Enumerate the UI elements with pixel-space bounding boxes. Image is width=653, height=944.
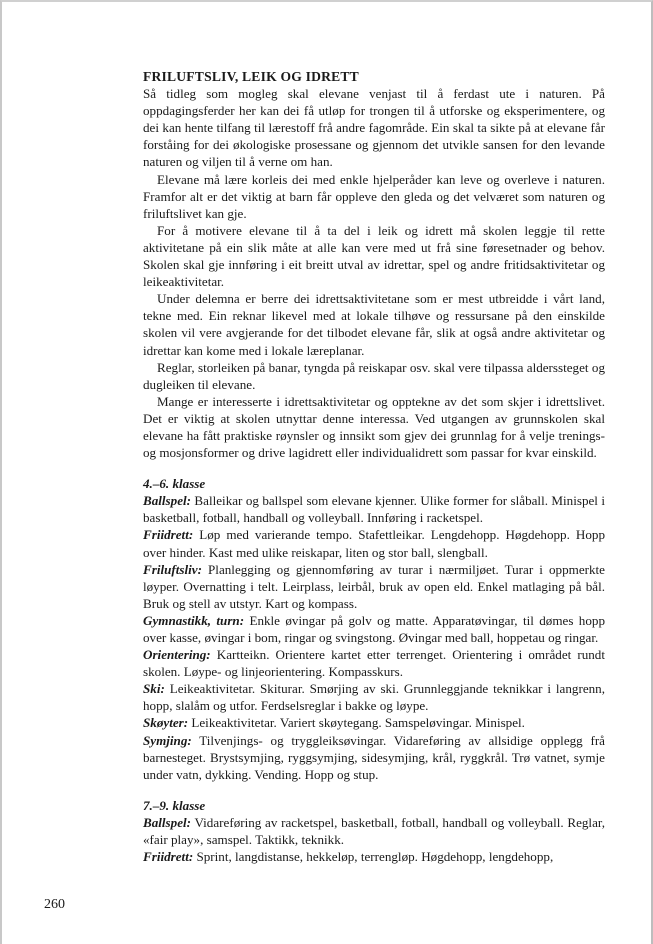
entry-ballspel	[143, 492, 605, 526]
entry-label: Skøyter:	[143, 715, 189, 731]
entry-orientering	[143, 646, 605, 680]
entry-text: Balleikar og ballspel som elevane kjenner. Ulike former for slåball. Minispel i basketball, fotball, handball og volleyball. Innføring i racketspel.	[143, 493, 605, 526]
section-heading-main: FRILUFTSLIV, LEIK OG IDRETT	[143, 69, 359, 84]
entry-ballspel-7-9	[143, 814, 605, 848]
intro-paragraph-4: Under delemna er berre dei idrettsaktivitetane som er mest utbreidde i vårt land, tekne med. Ein reknar likevel med at lokale tilhøve og ressursane på den einskilde skolen vil vere avgjerande for det tilbodet elevane får, slik at også andre aktivitetar og idrettar kan kome med i lokale læreplanar.	[143, 291, 605, 358]
intro-paragraph-3: For å motivere elevane til å ta del i leik og idrett må skolen leggje til rette aktivitetane på ein slik måte at alle kan vere med ut frå sine føresetnader og behov. Skolen skal gje innføring i eit breitt utval av idrettar, spel og andre fritidsaktivitetar og leikeaktivitetar.	[143, 222, 605, 290]
grade-4-6-heading: 4.–6. klasse	[143, 476, 206, 492]
entry-text: Sprint, langdistanse, hekkeløp, terrengløp. Høgdehopp, lengdehopp,	[193, 849, 554, 865]
entry-text: Tilvenjings- og tryggleiksøvingar. Vidareføring av allsidige opplegg frå barnesteget. Brystsymjing, ryggsymjing, sidesymjing, krål, ryggkrål. Trø vatnet, symje under vatn, dykking. Vending. Hopp og stup.	[143, 732, 605, 782]
entry-text: Planlegging og gjennomføring av turar i nærmiljøet. Turar i oppmerkte løyper. Overnatting i telt. Leirplass, leirbål, bruk av open eld. Enkel matlaging på bål. Bruk og stell av utstyr. Kart og kompass.	[143, 561, 605, 611]
intro-paragraph-5: Reglar, storleiken på banar, tyngda på reiskapar osv. skal vere tilpassa alderssteget og dugleiken til elevane.	[143, 359, 605, 392]
entry-friidrett-7-9	[143, 848, 605, 865]
entry-friluftsliv	[143, 561, 605, 612]
entry-gymnastikk	[143, 612, 605, 646]
intro-paragraph-1: Så tidleg som mogleg skal elevane venjast til å ferdast ute i naturen. På oppdagingsferder her kan dei få utløp for trongen til å utforske og eksperimentere, og dei kan hente tilfang til lærestoff frå andre fagområde. Ein skal ta sikte på at elevane får forståing for dei økologiske prosessane og gjennom det utvikle sansen for den levande naturen og viljen til å verne om han.	[143, 86, 605, 170]
entry-ski	[143, 680, 605, 714]
grade-7-9-heading: 7.–9. klasse	[143, 797, 206, 813]
entry-symjing	[143, 732, 605, 783]
entry-label: Gymnastikk, turn:	[143, 612, 245, 628]
page-content	[143, 68, 605, 865]
entry-text: Leikeaktivitetar. Variert skøytegang. Samspeløvingar. Minispel.	[188, 715, 525, 731]
page-number: 260	[44, 897, 65, 912]
entry-friidrett	[143, 526, 605, 560]
entry-text: Løp med varierande tempo. Stafettleikar. Lengdehopp. Høgdehopp. Hopp over hinder. Kast med ulike reiskapar, liten og stor ball, slengball.	[143, 527, 605, 560]
entry-text: Enkle øvingar på golv og matte. Apparatøvingar, til dømes hopp over kasse, øvingar i bom, ringar og svingstong. Øvingar med ball, hoppetau og ringar.	[143, 612, 605, 645]
entry-label: Friidrett:	[143, 849, 194, 865]
entry-label: Friidrett:	[143, 527, 194, 543]
entry-label: Symjing:	[143, 732, 192, 748]
entry-label: Orientering:	[143, 647, 211, 663]
entry-label: Friluftsliv:	[143, 561, 202, 577]
entry-text: Leikeaktivitetar. Skiturar. Smørjing av ski. Grunnleggjande teknikkar i langrenn, hopp, slalåm og utfor. Ferdselsreglar i bakke og løype.	[143, 681, 605, 714]
entry-label: Ski:	[143, 681, 165, 697]
entry-text: Kartteikn. Orientere kartet etter terrenget. Orientering i området rundt skolen. Løype- og linjeorientering. Kompasskurs.	[143, 647, 605, 680]
entry-label: Ballspel:	[143, 814, 192, 830]
entry-skoyter	[143, 714, 605, 731]
intro-paragraph-2: Elevane må lære korleis dei med enkle hjelperåder kan leve og overleve i naturen. Framfor alt er det viktig at barn får oppleve den gleda og det velværet som naturen og friluftslivet kan gje.	[143, 171, 605, 221]
intro-paragraph-6: Mange er interesserte i idrettsaktivitetar og opptekne av det som skjer i idrettslivet. Det er viktig at skolen utnyttar denne interessa. Ved utgangen av grunnskolen skal elevane ha fått praktiske røynsler og innsikt som gjev dei grunnlag for å velje trenings- og mosjonsformer og drive lagidrett eller individualidrett som passar for kvar einskild.	[143, 393, 605, 461]
entry-label: Ballspel:	[143, 493, 192, 509]
entry-text: Vidareføring av racketspel, basketball, fotball, handball og volleyball. Reglar, «fair play», samspel. Taktikk, teknikk.	[143, 814, 605, 848]
